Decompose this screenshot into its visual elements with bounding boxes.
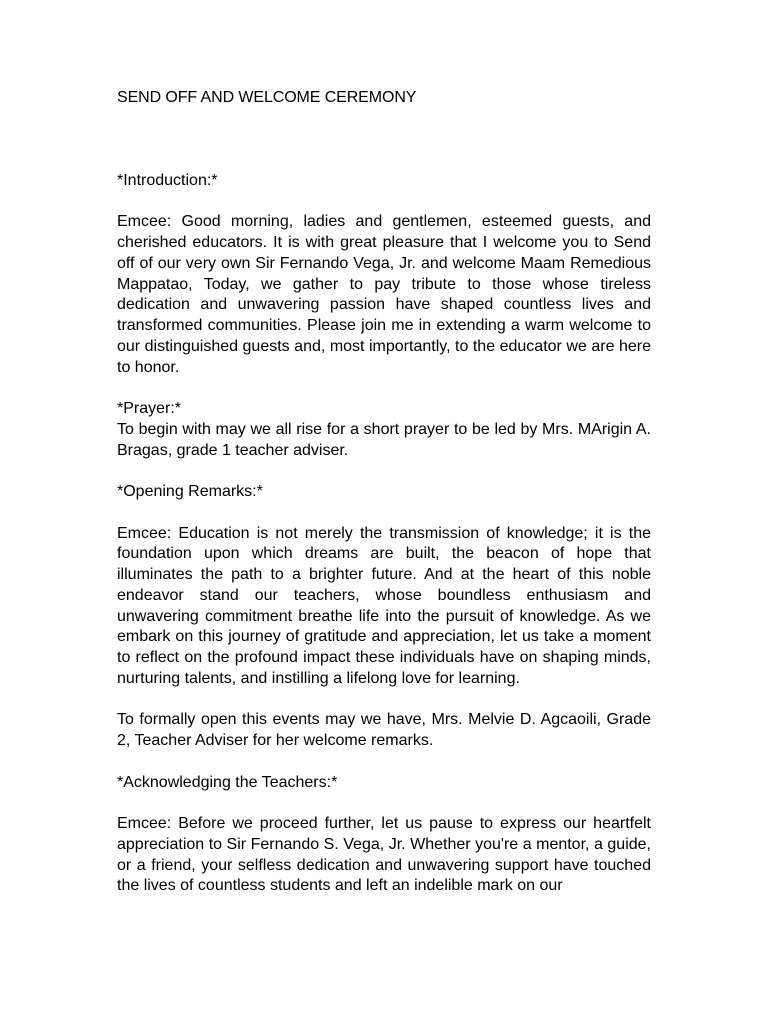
- prayer-heading: *Prayer:*: [117, 400, 182, 417]
- spacer: [117, 503, 651, 524]
- spacer: [117, 461, 651, 482]
- introduction-paragraph: Emcee: Good morning, ladies and gentlemen, esteemed guests, and cherished educators. It is with great pleasure that I welcome you to Send off of our very own Sir Fernando Vega, Jr. and welcome Maam Remedious Mappatao, Today, we gather to pay tribute to those whose tireless dedication and unwavering passion have shaped countless lives and transformed communities. Please join me in extending a warm welcome to our distinguished guests and, most importantly, to the educator we are here to honor.: [117, 213, 651, 376]
- acknowledging-paragraph: Emcee: Before we proceed further, let us pause to express our heartfelt appreciation to Sir Fernando S. Vega, Jr. Whether you're a mentor, a guide, or a friend, your selfless dedication and unwavering support have touched the lives of countless students and left an indelible mark on our: [117, 815, 651, 895]
- document-body: [117, 88, 651, 897]
- acknowledging-heading: *Acknowledging the Teachers:*: [117, 773, 338, 791]
- prayer-paragraph: To begin with may we all rise for a short prayer to be led by Mrs. MArigin A. Bragas, grade 1 teacher adviser.: [117, 420, 651, 459]
- opening-remarks-heading: *Opening Remarks:*: [117, 483, 263, 500]
- spacer: [117, 378, 651, 399]
- spacer: [117, 752, 651, 773]
- spacer: [117, 192, 651, 213]
- spacer: [117, 109, 651, 171]
- spacer: [117, 690, 651, 711]
- introduction-heading: *Introduction:*: [117, 171, 218, 189]
- document-title: SEND OFF AND WELCOME CEREMONY: [117, 89, 417, 106]
- opening-remarks-followup: To formally open this events may we have, Mrs. Melvie D. Agcaoili, Grade 2, Teacher Adviser for her welcome remarks.: [117, 711, 651, 749]
- opening-remarks-paragraph: Emcee: Education is not merely the transmission of knowledge; it is the foundation upon which dreams are built, the beacon of hope that illuminates the path to a brighter future. And at the heart of this noble endeavor stand our teachers, whose boundless enthusiasm and unwavering commitment breathe life into the pursuit of knowledge. As we embark on this journey of gratitude and appreciation, let us take a moment to reflect on the profound impact these individuals have on shaping minds, nurturing talents, and instilling a lifelong love for learning.: [117, 524, 651, 687]
- spacer: [117, 793, 651, 814]
